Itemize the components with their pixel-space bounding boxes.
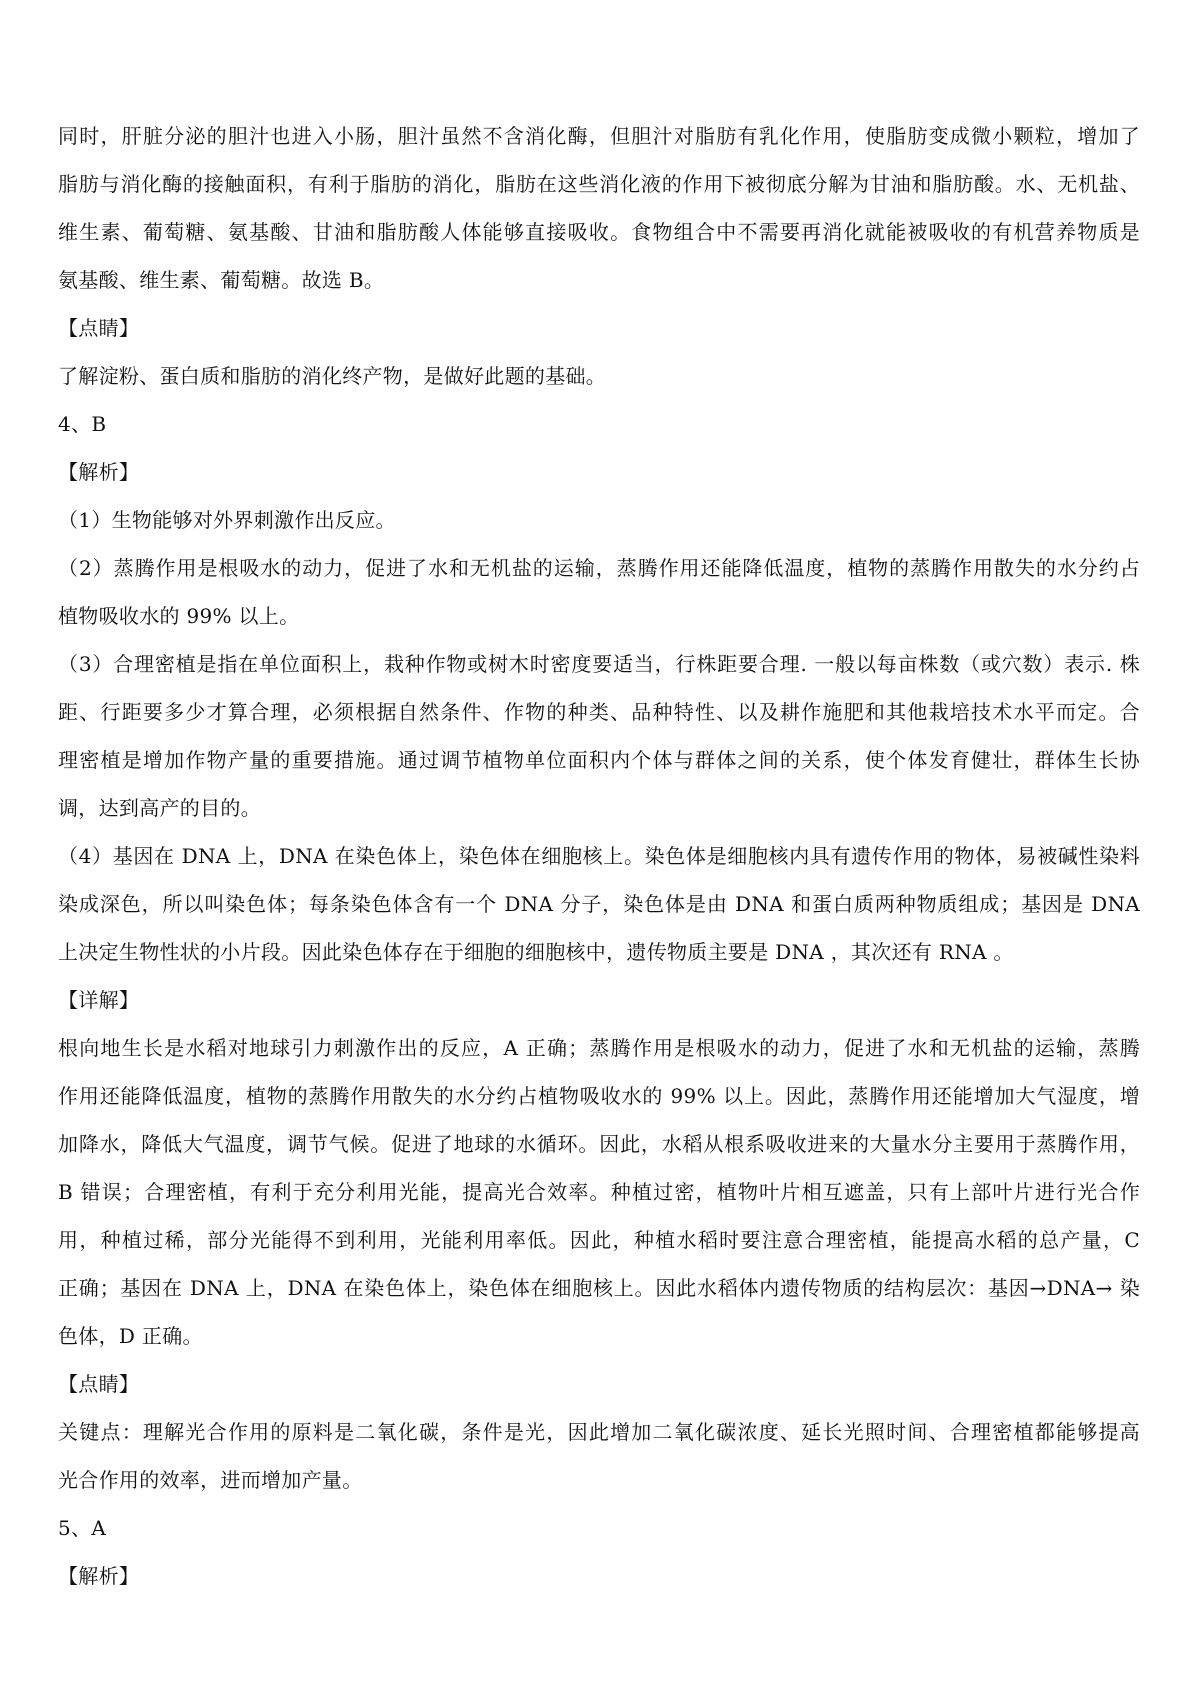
text-line: （1）生物能够对外界刺激作出反应。: [58, 508, 396, 532]
text-line: 作用还能降低温度，植物的蒸腾作用散失的水分约占植物吸收水的 99% 以上。因此，蒸腾作用还能增加大气湿度，增: [58, 1084, 1140, 1108]
text-line: 理密植是增加作物产量的重要措施。通过调节植物单位面积内个体与群体之间的关系，使个体发育健壮，群体生长协: [58, 748, 1140, 772]
text-line: 植物吸收水的 99% 以上。: [58, 604, 300, 628]
text-line: 脂肪与消化酶的接触面积，有利于脂肪的消化，脂肪在这些消化液的作用下被彻底分解为甘油和脂肪酸。水、无机盐、: [58, 172, 1140, 196]
question-answer: 4、B: [58, 412, 107, 436]
text-line: 染成深色，所以叫染色体；每条染色体含有一个 DNA 分子，染色体是由 DNA 和蛋白质两种物质组成；基因是 DNA: [58, 892, 1140, 916]
text-line: 用，种植过稀，部分光能得不到利用，光能利用率低。因此，种植水稻时要注意合理密植，能提高水稻的总产量，C: [58, 1228, 1140, 1252]
text-line: （2）蒸腾作用是根吸水的动力，促进了水和无机盐的运输，蒸腾作用还能降低温度，植物的蒸腾作用散失的水分约占: [58, 556, 1140, 580]
text-line: 维生素、葡萄糖、氨基酸、甘油和脂肪酸人体能够直接吸收。食物组合中不需要再消化就能被吸收的有机营养物质是: [58, 220, 1140, 244]
section-heading: 【解析】: [58, 460, 140, 484]
text-line: 距、行距要多少才算合理，必须根据自然条件、作物的种类、品种特性、以及耕作施肥和其他栽培技术水平而定。合: [58, 700, 1140, 724]
question-answer: 5、A: [58, 1516, 107, 1540]
text-line: 关键点：理解光合作用的原料是二氧化碳，条件是光，因此增加二氧化碳浓度、延长光照时间、合理密植都能够提高: [58, 1420, 1140, 1444]
text-line: 加降水，降低大气温度，调节气候。促进了地球的水循环。因此，水稻从根系吸收进来的大量水分主要用于蒸腾作用，: [58, 1132, 1140, 1156]
section-heading: 【解析】: [58, 1564, 140, 1588]
text-line: 光合作用的效率，进而增加产量。: [58, 1468, 363, 1492]
document-page: [58, 112, 1140, 1600]
text-line: 了解淀粉、蛋白质和脂肪的消化终产物，是做好此题的基础。: [58, 364, 607, 388]
text-line: 正确；基因在 DNA 上，DNA 在染色体上，染色体在细胞核上。因此水稻体内遗传物质的结构层次：基因→DNA→ 染: [58, 1276, 1140, 1300]
text-line: 根向地生长是水稻对地球引力刺激作出的反应，A 正确；蒸腾作用是根吸水的动力，促进了水和无机盐的运输，蒸腾: [58, 1036, 1140, 1060]
text-line: 上决定生物性状的小片段。因此染色体存在于细胞的细胞核中，遗传物质主要是 DNA ，其次还有 RNA 。: [58, 940, 1014, 964]
text-line: （3）合理密植是指在单位面积上，栽种作物或树木时密度要适当，行株距要合理. 一般以每亩株数（或穴数）表示. 株: [58, 652, 1140, 676]
section-heading: 【详解】: [58, 988, 140, 1012]
text-line: B 错误；合理密植，有利于充分利用光能，提高光合效率。种植过密，植物叶片相互遮盖，只有上部叶片进行光合作: [58, 1180, 1140, 1204]
section-heading: 【点睛】: [58, 316, 140, 340]
text-line: （4）基因在 DNA 上，DNA 在染色体上，染色体在细胞核上。染色体是细胞核内具有遗传作用的物体，易被碱性染料: [58, 844, 1140, 868]
text-line: 色体，D 正确。: [58, 1324, 203, 1348]
section-heading: 【点睛】: [58, 1372, 140, 1396]
text-line: 氨基酸、维生素、葡萄糖。故选 B。: [58, 268, 385, 292]
text-line: 同时，肝脏分泌的胆汁也进入小肠，胆汁虽然不含消化酶，但胆汁对脂肪有乳化作用，使脂肪变成微小颗粒，增加了: [58, 124, 1140, 148]
text-line: 调，达到高产的目的。: [58, 796, 261, 820]
